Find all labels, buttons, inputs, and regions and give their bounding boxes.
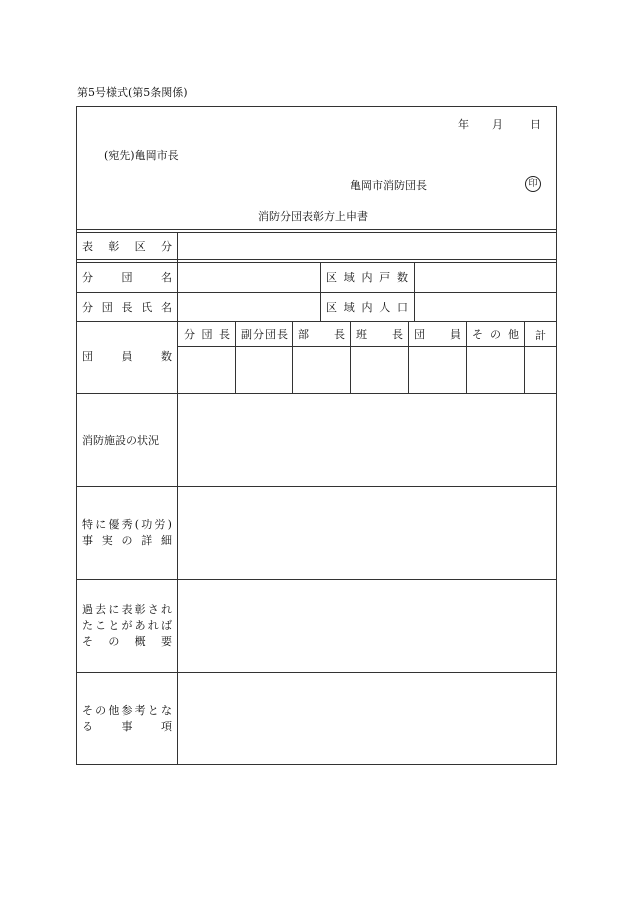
col-member: 団 員 — [414, 328, 461, 341]
label-households: 区 域 内 戸 数 — [326, 271, 408, 284]
label-other: そ の 他 参 考 と な る 事 項 — [82, 704, 172, 733]
date-month: 月 — [492, 118, 503, 131]
label-branch-name: 分 団 名 — [82, 271, 172, 284]
label-award-category: 表 彰 区 分 — [82, 240, 172, 253]
col-other: そ の 他 — [472, 328, 519, 341]
label-branch-leader-name: 分 団 長 氏 名 — [82, 301, 172, 314]
label-merit: 特 に 優 秀 ( 功 労 ) 事 実 の 詳 細 — [82, 518, 172, 547]
document-title: 消防分団表彰方上申書 — [258, 210, 368, 223]
label-past-awards: 過 去 に 表 彰 さ れ た こ と が あ れ ば そ の 概 要 — [82, 603, 172, 648]
addressee: (宛先)亀岡市長 — [104, 149, 179, 162]
col-total: 計 — [535, 329, 546, 342]
applicant: 亀岡市消防団長 — [350, 179, 427, 192]
form-number: 第5号様式(第5条関係) — [77, 86, 188, 99]
col-vice-branch-leader: 副 分 団 長 — [241, 328, 288, 341]
label-population: 区 域 内 人 口 — [326, 301, 408, 314]
col-section-leader: 部 長 — [298, 328, 345, 341]
date-year: 年 — [458, 118, 469, 131]
col-squad-leader: 班 長 — [356, 328, 403, 341]
seal-mark: 印 — [525, 176, 541, 192]
date-day: 日 — [530, 118, 541, 131]
label-facilities: 消防施設の状況 — [82, 434, 159, 447]
col-branch-leader: 分 団 長 — [184, 328, 230, 341]
label-member-count: 団 員 数 — [82, 350, 172, 363]
